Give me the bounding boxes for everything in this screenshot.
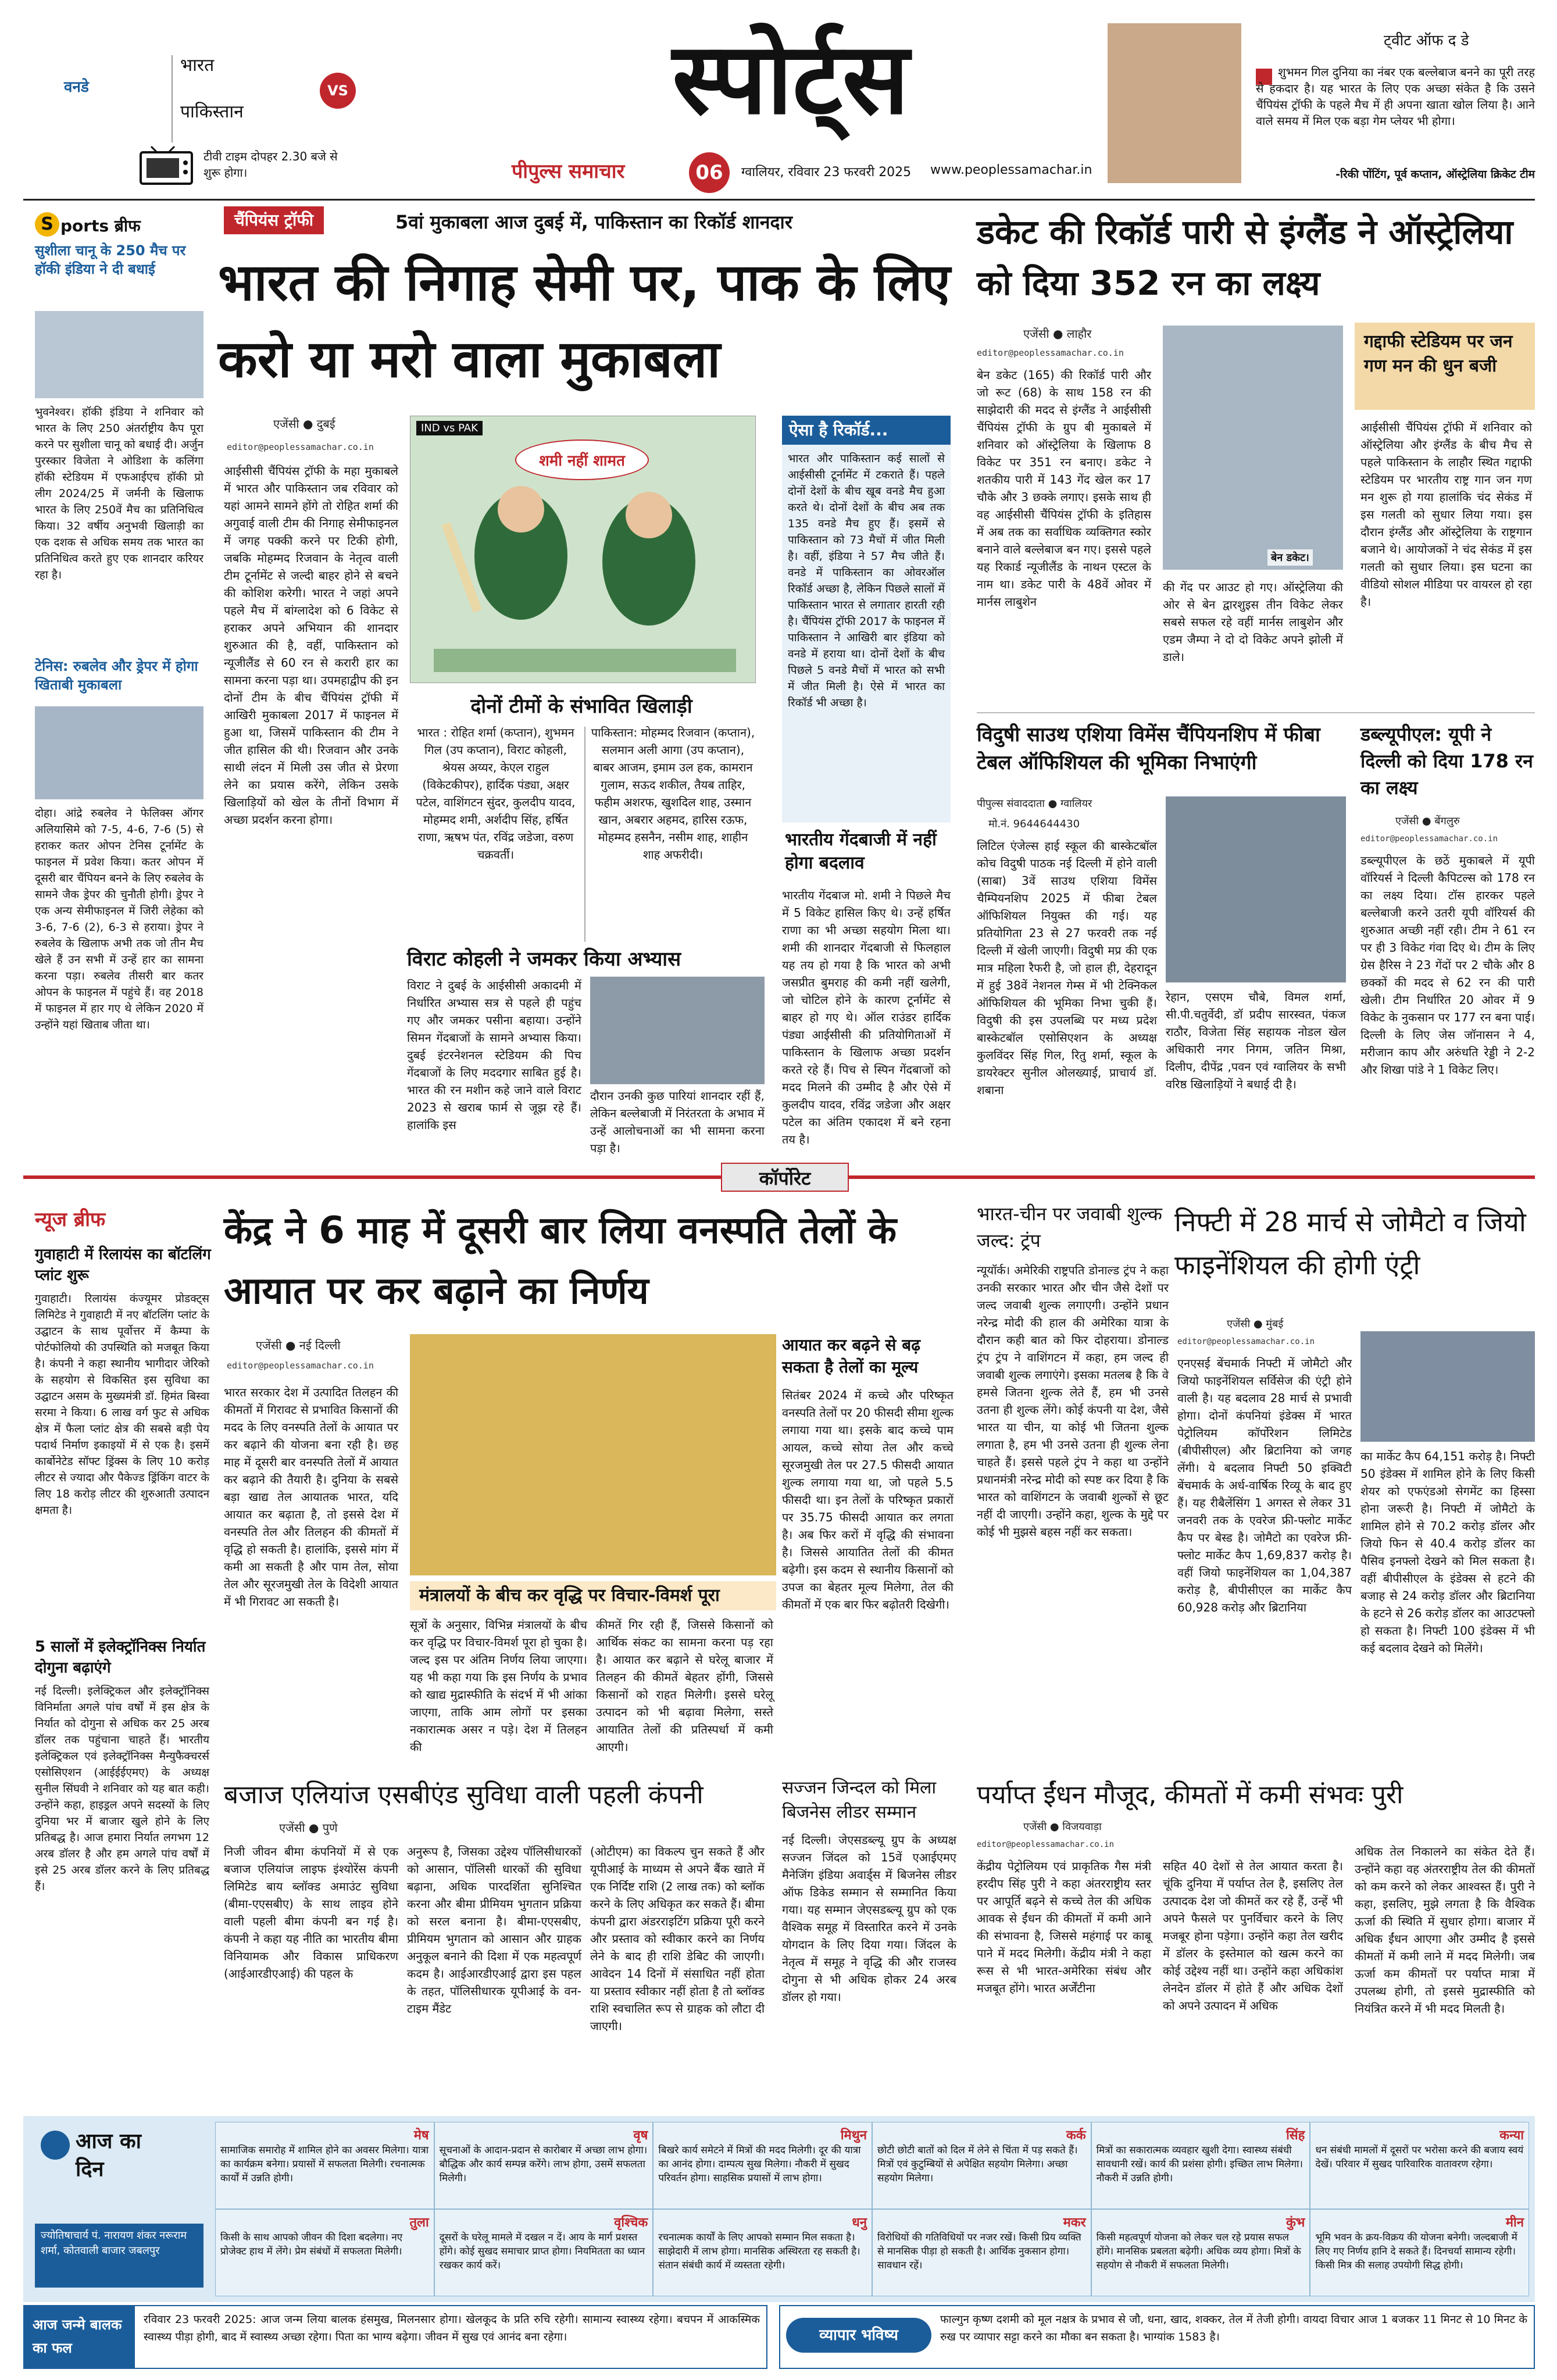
- business-label: व्यापार भविष्य: [786, 2318, 931, 2353]
- zodiac-sign-text: विरोधियों की गतिविधियों पर नजर रखें। किसी प्रिय व्यक्ति से मानसिक पीड़ा हो सकती है। आर्थिक नुकसान होगा। सावधान रहें।: [877, 2232, 1081, 2271]
- nse-photo: [1360, 1331, 1535, 1442]
- match-teams-divider: [172, 55, 173, 142]
- nifty-byline: एजेंसी ● मुंबई: [1227, 1318, 1284, 1330]
- dateline: ग्वालियर, रविवार 23 फरवरी 2025: [741, 165, 912, 180]
- bajaj-col3: (ओटीएम) का विकल्प चुन सकते हैं और यूपीआई के माध्यम से अपने बैंक खाते में एक निर्दिष्ट राशि (2 लाख तक) को ब्लॉक करने के लिए अधिकृत कर सकते हैं। बीमा कंपनी द्वारा अंडरराइटिंग प्रक्रिया पूरी करने और प्रस्ताव को स्वीकार करने का निर्णय लेने के बाद ही राशि डेबिट की जाएगी। आवेदन 14 दिनों में संसाधित नहीं होता या प्रस्ताव स्वीकार नहीं होता है तो ब्लॉक्ड राशि स्वचालित रूप से ग्राहक को लौटा दी जाएगी।: [590, 1845, 765, 2033]
- brief-tennis-headline: टेनिस: रुबलेव और ड्रेपर में होगा खिताबी मुकाबला: [35, 658, 198, 693]
- vs-badge: VS: [320, 73, 356, 109]
- trump-headline: भारत-चीन पर जवाबी शुल्क जल्द: ट्रंप: [977, 1203, 1162, 1252]
- zodiac-sign-text: रचनात्मक कार्यों के लिए आपको सम्मान मिल सकता है। साझेदारी में लाभ होगा। मानसिक अस्थिरता रह सकती है। संतान संबंधी कार्य में व्यस्तता रहेगी।: [658, 2232, 860, 2271]
- zodiac-cell: [434, 2122, 653, 2209]
- gaddafi-headline: गद्दाफी स्टेडियम पर जन गण मन की धुन बजी: [1355, 323, 1535, 410]
- brief-tennis-body: दोहा। आंद्रे रुबलेव ने फेलिक्स ऑगर अलियासिमे को 7-5, 4-6, 7-6 (5) से हराकर कतर ओपन टेनिस टूर्नामेंट के फाइनल में प्रवेश किया। कतर ओपन में दूसरी बार चैंपियन बनने के लिए रुबलेव के सामने जैक ड्रेपर की चुनौती होगी। ड्रेपर ने एक अन्य सेमीफाइनल में जिरी लेहेका को 3-6, 7-6 (2), 6-3 से हराया। ड्रेपर ने रुबलेव के खिलाफ अभी तक जो तीन मैच खेले हैं उन सभी में उन्हें हार का सामना करना पड़ा। रुबलेव तीसरी बार कतर ओपन के फाइनल में पहुंचे हैं। वह 2018 में फाइनल में हार गए थे लेकिन 2020 में उन्होंने यहां खिताब जीता था।: [35, 807, 203, 1031]
- business-forecast: [779, 2305, 1535, 2369]
- zodiac-cell: [872, 2209, 1091, 2296]
- gaddafi-body: आईसीसी चैंपियंस ट्रॉफी में शनिवार को ऑस्ट्रेलिया और इंग्लैंड के बीच मैच से पहले पाकिस्तान के लाहौर स्थित गद्दाफी स्टेडियम पर भारतीय राष्ट्र गान जन गण मन शुरू हो गया हालांकि चंद सेकंड में इस गलती को सुधार लिया गया। इस दौरान इंग्लैंड और ऑस्ट्रेलिया के राष्ट्रगान बजाने थे। आयोजकों ने चंद सेकंड में इस गलती को सुधार लिया। इस घटना का वीडियो सोशल मीडिया पर वायरल हो रहा है।: [1360, 420, 1532, 609]
- paper-name: पीपुल्स समाचार: [512, 160, 625, 183]
- zodiac-sign-text: दूसरों के घरेलू मामले में दखल न दें। आय के मार्ग प्रशस्त होंगे। कोई सुखद समाचार प्राप्त होगा। नियमितता का ध्यान रखकर कार्य करें।: [439, 2232, 645, 2271]
- vanaspati-byline: एजेंसी ● नई दिल्ली: [256, 1338, 341, 1352]
- match-format: वनडे: [64, 78, 89, 96]
- page-title: स्पोर्ट्स: [672, 20, 909, 137]
- duckett-col1: बेन डकेट (165) की रिकॉर्ड पारी और जो रूट (68) के साथ 158 रन की साझेदारी की मदद से इंग्लैंड ने आईसीसी चैंपियंस ट्रॉफी के ग्रुप बी मुकाबले में शनिवार को ऑस्ट्रेलिया के खिलाफ 8 विकेट पर 351 रन बनाए। डकेट ने शतकीय पारी में 143 गेंद खेल कर 17 चौके और 3 छक्के लगाए। इसके साथ ही वह आईसीसी चैंपियंस ट्रॉफी के इतिहास में अब तक का सर्वाधिक व्यक्तिगत स्कोर बनाने वाले बल्लेबाज बन गए। इससे पहले यह रिकार्ड न्यूजीलैंड के नाथन एस्टल के नाम था। डकेट पारी के 48वें ओवर में मार्नस लाबुशेन: [977, 368, 1151, 609]
- zodiac-sign-name: वृश्चिक: [614, 2215, 648, 2230]
- cartoon-drawing: [434, 486, 736, 672]
- wpl-byline: एजेंसी ● बेंगलुरु: [1395, 815, 1460, 827]
- wpl-email: editor@peoplessamachar.co.in: [1360, 834, 1498, 844]
- born-today: [23, 2305, 767, 2369]
- sports-brief: [23, 206, 203, 1154]
- corporate-label: कॉर्पोरेट: [721, 1163, 849, 1192]
- ministries-headline: मंत्रालयों के बीच कर वृद्धि पर विचार-विमर्श पूरा: [410, 1581, 776, 1610]
- duckett-rule: [977, 712, 1535, 713]
- reliance-body: गुवाहाटी। रिलायंस कंज्यूमर प्रोडक्ट्स लिमिटेड ने गुवाहाटी में नए बॉटलिंग प्लांट के उद्घाटन के साथ पूर्वोत्तर में कैम्पा के पोर्टफोलियो की उपस्थिति को मजबूत किया है। कंपनी ने कहा स्थानीय भागीदार जेरिको के सहयोग से विकसित इस सुविधा का उद्घाटन असम के मुख्यमंत्री डॉ. हिमंत बिस्वा सरमा ने किया। 6 लाख वर्ग फुट से अधिक क्षेत्र में फैला प्लांट क्षेत्र की सबसे बड़ी पेय पदार्थ निर्माण इकाइयों में से एक है। इसमें कार्बोनेटेड सॉफ्ट ड्रिंक्स के लिए 10 करोड़ लीटर से ज्यादा और पैकेज्ड ड्रिंकिंग वाटर के लिए 18 करोड़ लीटर की शुरुआती उत्पादन क्षमता है।: [35, 1292, 209, 1517]
- zodiac-sign-text: धन संबंधी मामलों में दूसरों पर भरोसा करने की बजाय स्वयं देखें। परिवार में सुखद पारिवारिक वातावरण रहेगा।: [1315, 2145, 1524, 2170]
- vidushi-headline: विदुषी साउथ एशिया विमेंस चैंपियनशिप में फीबा टेबल ऑफिशियल की भूमिका निभाएंगी: [977, 723, 1320, 774]
- zodiac-sign-name: तुला: [409, 2215, 429, 2230]
- fuel-headline: पर्याप्त ईंधन मौजूद, कीमतों में कमी संभवः पुरी: [977, 1780, 1404, 1810]
- zodiac-cell: [872, 2122, 1091, 2209]
- nifty-col2: का मार्केट कैप 64,151 करोड़ है। निफ्टी 50 इंडेक्स में शामिल होने के लिए किसी शेयर को एफएंडओ सेगमेंट का हिस्सा होना जरूरी है। निफ्टी में जोमैटो के शामिल होने से 70.2 करोड़ डॉलर और जियो फिन से 40.4 करोड़ डॉलर का पैसिव इनफ्लो देखने को मिल सकता है। वहीं बीपीसीएल के इंडेक्स से हटने की बजाह से 24 करोड़ डॉलर और ब्रिटानिया के हटने से 26 करोड़ डॉलर का आउटफ्लो हो सकता है। निफ्टी 100 इंडेक्स में भी कई बदलाव देखने को मिलेंगे।: [1360, 1449, 1535, 1655]
- zodiac-sign-name: वृष: [633, 2128, 648, 2143]
- tweet-author: -रिकी पोंटिंग, पूर्व कप्तान, ऑस्ट्रेलिया क्रिकेट टीम: [1335, 168, 1535, 181]
- zodiac-cell: [1091, 2122, 1310, 2209]
- horoscope-icon: [41, 2131, 70, 2160]
- wpl-headline: डब्ल्यूपीएल: यूपी ने दिल्ली को दिया 178 रन का लक्ष्य: [1360, 723, 1533, 799]
- zodiac-sign-text: सामाजिक समारोह में शामिल होने का अवसर मिलेगा। यात्रा का कार्यक्रम बनेगा। प्रयासों में सफलता मिलेगी। रचनात्मक कार्यों में उन्नति होगी।: [220, 2145, 429, 2184]
- fuel-col2: सहित 40 देशों से तेल आयात करता है। चूंकि दुनिया में पर्याप्त तेल है, इसलिए तेल उत्पादक देश जो कीमतें कर रहे हैं, उन्हें भी अपने फैसले पर पुनर्विचार करने के लिए मजबूर होना पड़ेगा। उन्होंने कहा तेल खरीद में डॉलर के इस्तेमाल को खत्म करने का कोई उद्देश्य नहीं था। उन्होंने कहा अधिकांश लेनदेन डॉलर में होते हैं और अधिक देशों को अपने उत्पादन में अधिक: [1163, 1859, 1343, 2013]
- team-india: भारत: [180, 55, 215, 76]
- tv-time: टीवी टाइम दोपहर 2.30 बजे से शुरू होगा।: [203, 149, 338, 180]
- oil-price-box: [782, 1334, 954, 1698]
- zodiac-sign-name: मकर: [1063, 2215, 1086, 2230]
- match-promo: [35, 17, 360, 198]
- masthead-bar: [512, 150, 1093, 196]
- masthead-rule: [23, 199, 1535, 201]
- zodiac-sign-name: धनु: [852, 2215, 867, 2230]
- sports-brief-s-badge: S: [35, 212, 59, 237]
- duckett-email: editor@peoplessamachar.co.in: [977, 348, 1124, 358]
- gaddafi-box: [1355, 323, 1535, 709]
- reliance-headline: गुवाहाटी में रिलायंस का बॉटलिंग प्लांट शुरू: [35, 1246, 211, 1284]
- zodiac-sign-name: मीन: [1505, 2215, 1524, 2230]
- vanaspati-col1: भारत सरकार देश में उत्पादित तिलहन की कीमतों में गिरावट से प्रभावित किसानों की मदद के लिए वनस्पति तेलों के आयात पर कर बढ़ाने की योजना बना रही है। छह माह में दूसरी बार वनस्पति तेलों में आयात कर बढ़ाने की तैयारी है। दुनिया के सबसे बड़ा खाद्य तेल आयातक भारत, यदि आयात कर बढ़ाता है, तो इससे देश में वनस्पति तेल और तिलहन की कीमतों में वृद्धि हो सकती है। हालांकि, इससे मांग में कमी आ सकती है और पाम तेल, सोया तेल और सूरजमुखी तेल के विदेशी आयात में भी गिरावट आ सकती है।: [224, 1385, 398, 1609]
- vidushi-byline: पीपुल्स संवाददाता ● ग्वालियर: [977, 798, 1092, 810]
- champions-trophy-tag: चैंपियंस ट्रॉफी: [224, 206, 324, 234]
- news-brief-label: न्यूज ब्रीफ: [35, 1208, 106, 1231]
- bajaj-col2: अनुरूप है, जिसका उद्देश्य पॉलिसीधारकों को आसान, पॉलिसी धारकों की सुविधा बढ़ाना, अधिक पारदर्शिता सुनिश्चित करना और बीमा प्रीमियम भुगतान प्रक्रिया को सरल बनाना है। बीमा-एएसबीए, प्रीमियम भुगतान को आसान और ग्राहक अनुकूल बनाने की दिशा में एक महत्वपूर्ण कदम है। आईआरडीएआई द्वारा इस पहल के तहत, पॉलिसीधारक यूपीआई के वन-टाइम मैंडेट: [407, 1845, 581, 2016]
- zodiac-cell: [653, 2209, 872, 2296]
- team-pakistan: पाकिस्तान: [180, 102, 244, 122]
- bajaj-col1: निजी जीवन बीमा कंपनियों में से एक बजाज एलियांज लाइफ इंश्योरेंस कंपनी लिमिटेड बाय ब्लॉक्ड अमाउंट सुविधा (बीमा-एएसबीए) के साथ लाइव होने वाली पहली बीमा कंपनी बन गई है। कंपनी ने कहा यह नीति का भारतीय बीमा विनियामक और विकास प्राधिकरण (आईआरडीएआई) की पहल के: [224, 1845, 398, 1981]
- zodiac-sign-name: कुंभ: [1285, 2215, 1305, 2230]
- zodiac-sign-text: भूमि भवन के क्रय-विक्रय की योजना बनेगी। जल्दबाजी में लिए गए निर्णय हानि दे सकते हैं। दिनचर्या सामान्य रहेगी। किसी मित्र की सलाह उपयोगी सिद्ध होगी।: [1315, 2232, 1517, 2271]
- champions-kicker: 5वां मुकाबला आज दुबई में, पाकिस्तान का रिकॉर्ड शानदार: [395, 211, 792, 233]
- zodiac-sign-text: सूचनाओं के आदान-प्रदान से कारोबार में अच्छा लाभ होगा। बौद्धिक और कार्य सम्पन्न करेंगे। लाभ होगा, उसमें सफलता मिलेगी।: [439, 2145, 648, 2184]
- record-body: भारत और पाकिस्तान कई सालों से आईसीसी टूर्नामेंट में टकराते हैं। पहले दोनों देशों के बीच खूब वनडे मैच हुआ करते थे। दोनों देशों के बीच अब तक 135 वनडे मैच हुए हैं। इसमें से पाकिस्तान को 73 मैचों में जीत मिली है। वहीं, इंडिया ने 57 मैच जीते हैं। वनडे में पाकिस्तान का ओवरऑल रिकॉर्ड अच्छा है, लेकिन पिछले सालों में पाकिस्तान भारत से लगातार हारती रही है। चैंपियंस ट्रॉफी 2017 के फाइनल में पाकिस्तान ने आखिरी बार इंडिया को वनडे में हराया था। दोनों देशों के बीच पिछले 5 वनडे मैचों में भारत को सभी में जीत मिली है। ऐसे में भारत का रिकॉर्ड भी अच्छा है।: [788, 452, 945, 709]
- nifty-col1: एनएसई बेंचमार्क निफ्टी में जोमैटो और जियो फाइनेंशियल सर्विसेज की एंट्री होने वाली है। यह बदलाव 28 मार्च से प्रभावी होगा। दोनों कंपनियां इंडेक्स में भारत पेट्रोलियम कॉर्पोरेशन लिमिटेड (बीपीसीएल) और ब्रिटानिया को जगह लेंगी। ये बदलाव निफ्टी 50 इक्विटी बेंचमार्क के अर्ध-वार्षिक रिव्यू के बाद हुए हैं। यह रीबैलेंसिंग 1 अगस्त से लेकर 31 जनवरी तक के एवरेज फ्री-फ्लोट मार्केट कैप पर बेस्ड है। जोमैटो का एवरेज फ्री-फ्लोट मार्केट कैप 1,69,837 करोड़ है। वहीं जियो फाइनेंशियल का 1,04,387 करोड़ है, बीपीसीएल का मार्केट कैप 60,928 करोड़ और ब्रिटानिया: [1177, 1356, 1352, 1614]
- pak-xi: पाकिस्तान: मोहम्मद रिजवान (कप्तान), सलमान अली आगा (उप कप्तान), बाबर आजम, इमाम उल हक, कामरान गुलाम, सऊद शकील, तैयब ताहिर, फहीम अशरफ, खुशदिल शाह, उस्मान खान, अबरार अहमद, हारिस रऊफ, मोहम्मद हसनैन, नसीम शाह, शाहीन शाह अफरीदी।: [591, 726, 755, 862]
- zodiac-cell: [653, 2122, 872, 2209]
- oil-price-body: सितंबर 2024 में कच्चे और परिष्कृत वनस्पति तेलों पर 20 फीसदी सीमा शुल्क लगाया गया था। इसके बाद कच्चे पाम आयल, कच्चे सोया तेल और कच्चे सूरजमुखी तेल पर 27.5 फीसदी आयात शुल्क लगाया गया था, जो पहले 5.5 फीसदी था। इन तेलों के परिष्कृत प्रकारों पर 35.75 फीसदी आयात कर लगता है। अब फिर करों में वृद्धि की संभावना है। जिससे आयातित तेलों की कीमत बढ़ेगी। इस कदम से स्थानीय किसानों को उपज का बेहतर मूल्य मिलेगा, तेल की कीमतों में एक बार फिर बढ़ोतरी दिखेगी।: [782, 1388, 954, 1611]
- zodiac-cell: [1091, 2209, 1310, 2296]
- horoscope-panel: [23, 2116, 1535, 2302]
- lead-col1: आईसीसी चैंपियंस ट्रॉफी के महा मुकाबले में भारत और पाकिस्तान जब रविवार को यहां आमने सामने होंगे तो रोहित शर्मा की अगुवाई वाली टीम की निगाह सेमीफाइनल में जगह पक्की करने पर टिकी होगी, जबकि मोहम्मद रिजवान के नेतृत्व वाली टीम टूर्नामेंट से जल्दी बाहर होने से बचने की कोशिश करेगी। भारत ने जहां अपने पहले मैच में बांग्लादेश को 6 विकेट से हराकर अपने अभियान की शानदार शुरुआत की है, वहीं, पाकिस्तान को न्यूजीलैंड से 60 रन से करारी हार का सामना करना पड़ा था। उपमहाद्वीप की इन दोनों टीम के बीच चैंपियंस ट्रॉफी में आखिरी मुकाबला 2017 में फाइनल में हुआ था, जिसमें पाकिस्तान की टीम ने जीत हासिल की थी। रिजवान और उनके साथी लंदन में मिली उस जीत से प्रेरणा लेने का प्रयास करेंगे, लेकिन उसके खिलाड़ियों को खेल के तीनों विभाग में अच्छा प्रदर्शन करना होगा।: [224, 464, 398, 827]
- corporate-section-bar: [23, 1163, 1535, 1192]
- electronics-body: नई दिल्ली। इलेक्ट्रिकल और इलेक्ट्रॉनिक्स विनिर्माता अगले पांच वर्षों में इस क्षेत्र के निर्यात को दोगुना से अधिक कर 25 अरब डॉलर तक पहुंचाना चाहते हैं। भारतीय इलेक्ट्रिकल एवं इलेक्ट्रॉनिक्स मैन्युफैक्चरर्स एसोसिएशन (आईईईएमए) के अध्यक्ष सुनील सिंघवी ने शनिवार को यह बात कही। उन्होंने कहा, हाइड्रल अपने सदस्यों के लिए दुनिया भर में बाजार खुले होने के लिए प्रतिबद्ध है। आज हमारा निर्यात लगभग 12 अरब डॉलर है और हम अगले पांच वर्षों में इसे 25 अरब डॉलर करने के लिए प्रतिबद्ध हैं।: [35, 1685, 209, 1893]
- tv-icon: [140, 146, 195, 186]
- zodiac-sign-name: कन्या: [1499, 2128, 1524, 2143]
- fuel-email: editor@peoplessamachar.co.in: [977, 1840, 1115, 1849]
- nifty-email: editor@peoplessamachar.co.in: [1177, 1337, 1315, 1346]
- zodiac-sign-text: किसी महत्वपूर्ण योजना को लेकर चल रहे प्रयास सफल होंगे। मानसिक प्रबलता बढ़ेगी। अधिक व्यय होगा। मित्रों के सहयोग से नौकरी में सफलता मिलेगी।: [1096, 2232, 1301, 2271]
- zodiac-sign-text: किसी के साथ आपको जीवन की दिशा बदलेगा। नए प्रोजेक्ट हाथ में लेंगे। प्रेम संबंधों में सफलता मिलेगी।: [220, 2232, 403, 2257]
- sushila-photo: [35, 311, 203, 398]
- zodiac-sign-text: छोटी छोटी बातों को दिल में लेने से चिंता में पड़ सकते हैं। मित्रों एवं कुटुम्बियों से अपेक्षित सहयोग मिलेगा। अच्छा सहयोग मिलेगा।: [877, 2145, 1078, 2184]
- sports-brief-label: ports ब्रीफ: [60, 216, 141, 235]
- zodiac-sign-name: मेष: [413, 2128, 429, 2143]
- wpl-body: डब्ल्यूपीएल के छठें मुकाबले में यूपी वॉरियर्स ने दिल्ली कैपिटल्स को 178 रन का लक्ष्य दिया। टॉस हारकर पहले बल्लेबाजी करने उतरी यूपी वॉरियर्स की शुरुआत अच्छी नहीं रही। टीम ने 61 रन पर ही 3 विकेट गंवा दिए थे। टीम के लिए ग्रेस हैरिस ने 23 गेंदों पर 2 चौके और 8 छक्कों की मदद से 62 रन की पारी खेली। टीम निर्धारित 20 ओवर में 9 विकेट के नुकसान पर 177 रन बना पाई। दिल्ली के लिए जेस जॉनासन ने 4, मरीजान काप और अरुंधति रेड्डी ने 2-2 और शिखा पांडे ने 1 विकेट लिए।: [1360, 853, 1535, 1077]
- cartoon-tag: IND vs PAK: [416, 421, 483, 435]
- cartoon-panel: [410, 416, 756, 683]
- brief-hockey-body: भुवनेश्वर। हॉकी इंडिया ने शनिवार को भारत के लिए 250 अंतर्राष्ट्रीय कैप पूरा करने पर सुशीला चानू को बधाई दी। अर्जुन पुरस्कार विजेता ने ओडिशा के कलिंगा हॉकी स्टेडियम में एफआईएच हॉकी प्रो लीग 2024/25 में जर्मनी के खिलाफ भारत के लिए 250वें मैच का प्रतिनिधित्व किया। 32 वर्षीय अनुभवी खिलाड़ी का एक दशक से अधिक समय तक भारत का प्रतिनिधित्व करते हुए एक शानदार करियर रहा है।: [35, 406, 203, 581]
- electronics-headline: 5 सालों में इलेक्ट्रॉनिक्स निर्यात दोगुना बढ़ाएंगे: [35, 1638, 206, 1677]
- horoscope-title-box: [35, 2122, 209, 2296]
- trump-body: न्यूयॉर्क। अमेरिकी राष्ट्रपति डोनाल्ड ट्रंप ने कहा उनकी सरकार भारत और चीन जैसे देशों पर जल्द जवाबी शुल्क लगाएगी। उन्होंने प्रधान नरेन्द्र मोदी की हाल की अमेरिका यात्रा के दौरान कही बात को फिर दोहराया। डोनाल्ड ट्रंप ट्रंप ने वाशिंगटन में कहा, हम जल्द ही जवाबी शुल्क लगाएंगे। इसका मतलब है कि वे हमसे जितना शुल्क लेते हैं, हम भी उनसे उतना ही शुल्क लेंगे। कोई कंपनी या देश, जैसे भारत या चीन, या कोई भी जितना शुल्क लगाता है, हम भी उनसे उतना ही शुल्क लेना चाहते हैं। इससे पहले ट्रंप ने कहा था उन्होंने प्रधानमंत्री नरेन्द्र मोदी को स्पष्ट कर दिया है कि भारत को वाशिंगटन के जवाबी शुल्कों से छूट नहीं दी जाएगी। उन्होंने कहा, शुल्क के मुद्दे पर कोई भी मुझसे बहस नहीं कर सकता।: [977, 1263, 1169, 1539]
- born-label: आज जन्मे बालक का फल: [24, 2306, 135, 2368]
- probable-title: दोनों टीमों के संभावित खिलाड़ी: [470, 695, 692, 718]
- ponting-photo: [1108, 23, 1241, 183]
- vidushi-photo: [1166, 796, 1346, 982]
- india-xi: भारत : रोहित शर्मा (कप्तान), शुभमन गिल (उप कप्तान), विराट कोहली, श्रेयस अय्यर, केएल राहुल (विकेटकीपर), हार्दिक पंड्या, अक्षर पटेल, वाशिंगटन सुंदर, कुलदीप यादव, मोहम्मद शमी, अर्शदीप सिंह, हर्षित राणा, ऋषभ पंत, रविंद्र जडेजा, वरुण चक्रवर्ती।: [416, 726, 576, 862]
- fuel-col3: अधिक तेल निकालने का संकेत देते हैं। उन्होंने कहा वह अंतरराष्ट्रीय तेल की कीमतों को कम करने को लेकर आश्वस्त हैं। पुरी ने कहा, इसलिए, मुझे लगता है कि वैश्विक ऊर्जा की स्थिति में सुधार होगा। बाजार में अधिक ईंधन आएगा और उम्मीद है इससे कीमतों में कमी लाने में मदद मिलेगी। जब ऊर्जा कम कीमतों पर पर्याप्त मात्रा में उपलब्ध होगी, तो इससे मुद्रास्फीति को नियंत्रित करने में भी मदद मिलती है।: [1355, 1845, 1535, 2016]
- brief-hockey-headline: सुशीला चानू के 250 मैच पर हॉकी इंडिया ने दी बधाई: [35, 242, 186, 277]
- duckett-photo: [1163, 326, 1343, 570]
- sajjan-body: नई दिल्ली। जेएसडब्ल्यू ग्रुप के अध्यक्ष सज्जन जिंदल को 15वें एआईएमए मैनेजिंग इंडिया अवार्ड्स में बिजनेस लीडर ऑफ डिकेड सम्मान से सम्मानित किया गया। यह सम्मान जेएसडब्ल्यू ग्रुप को एक वैश्विक समूह में विस्तारित करने में उनके योगदान के लिए दिया गया। जिंदल के नेतृत्व में समूह ने वृद्धि की और राजस्व दोगुना से भी अधिक होकर 24 अरब डॉलर हो गया।: [782, 1833, 956, 2004]
- zodiac-cell: [1310, 2122, 1529, 2209]
- ministries-col2: कीमतें गिर रही हैं, जिससे किसानों को आर्थिक संकट का सामना करना पड़ रहा है। आयात कर बढ़ाने से घरेलू बाजार में तिलहन की कीमतें बेहतर होंगी, जिससे किसानों को राहत मिलेगी। इससे घरेलू उत्पादन को भी बढ़ावा मिलेगा, सस्ते आयातित तेलों की प्रतिस्पर्धा में कमी आएगी।: [596, 1618, 773, 1754]
- ministries-col1: सूत्रों के अनुसार, विभिन्न मंत्रालयों के बीच कर वृद्धि पर विचार-विमर्श पूरा हो चुका है। जल्द इस पर अंतिम निर्णय लिया जाएगा। यह भी कहा गया कि इस निर्णय के प्रभाव को खाद्य मुद्रास्फीति के संदर्भ में भी आंका जाएगा, ताकि आम लोगों पर इसका नकारात्मक असर न पड़े। देश में तिलहन की: [410, 1618, 587, 1754]
- zodiac-cell: [215, 2209, 434, 2296]
- record-title: ऐसा है रिकॉर्ड...: [782, 416, 951, 445]
- sajjan-headline: सज्जन जिन्दल को मिला बिजनेस लीडर सम्मान: [782, 1778, 937, 1822]
- vidushi-col1: लिटिल एंजेल्स हाई स्कूल की बास्केटबॉल कोच विदुषी पाठक नई दिल्ली में होने वाली (साबा) 3वें साउथ एशिया विमेंस चैम्पियनशिप 2025 में फीबा टेबल ऑफिशियल नियुक्त की गई। यह प्रतियोगिता 23 से 27 फरवरी तक नई दिल्ली में खेली जाएगी। विदुषी मप्र की एक मात्र महिला रैफरी है, जो हाल ही, देहरादून में हुई 38वें नेशनल गेम्स में भी टेक्निकल ऑफिशियल की भूमिका निभा चुकी हैं। विदुषी की इस उपलब्धि पर मध्य प्रदेश बास्केटबॉल एसोसिएशन के अध्यक्ष कुलविंदर सिंह गिल, रितु शर्मा, स्कूल के डायरेक्टर सुनील ओलख्याई, प्राचार्य डॉ. शबाना: [977, 839, 1157, 1097]
- vanaspati-headline: केंद्र ने 6 माह में दूसरी बार लिया वनस्पति तेलों के आयात पर कर बढ़ाने का निर्णय: [224, 1209, 897, 1313]
- astrologer-name: ज्योतिषाचार्य पं. नारायण शंकर नरूराम शर्मा, कोतवाली बाजार जबलपुर: [35, 2224, 203, 2288]
- vanaspati-email: editor@peoplessamachar.co.in: [227, 1360, 374, 1371]
- zodiac-cell: [434, 2209, 653, 2296]
- bajaj-headline: बजाज एलियांज एसबीएंड सुविधा वाली पहली कंपनी: [224, 1780, 703, 1810]
- lead-headline: भारत की निगाह सेमी पर, पाक के लिए करो या मरो वाला मुकाबला: [218, 252, 951, 389]
- nifty-headline: निफ्टी में 28 मार्च से जोमैटो व जियो फाइनेंशियल की होगी एंट्री: [1174, 1206, 1526, 1281]
- kohli-headline: विराट कोहली ने जमकर किया अभ्यास: [407, 948, 681, 971]
- news-brief: [23, 1200, 212, 1893]
- duckett-col2: की गेंद पर आउट हो गए। ऑस्ट्रेलिया की ओर से बेन द्वारशुइस तीन विकेट लेकर सबसे सफल रहे वहीं मार्नस लाबुशेन और एडम जैम्पा ने दो दो विकेट अपने झोली में डाले।: [1163, 580, 1343, 664]
- tweet-label: ट्वीट ऑफ द डे: [1384, 32, 1469, 49]
- zodiac-sign-text: बिखरे कार्य समेटने में मित्रों की मदद मिलेगी। दूर की यात्रा का आनंद होगा। दाम्पत्य सुख मिलेगा। नौकरी में सुखद परिवर्तन होगा। साहसिक प्रयासों में लाभ होगा।: [658, 2145, 861, 2184]
- kohli-caption: दौरान उनकी कुछ पारियां शानदार रहीं हैं, लेकिन बल्लेबाजी में निरंतरता के अभाव में उन्हें आलोचनाओं का भी सामना करना पड़ा है।: [590, 1089, 765, 1155]
- fuel-col1: केंद्रीय पेट्रोलियम एवं प्राकृतिक गैस मंत्री हरदीप सिंह पुरी ने कहा अंतरराष्ट्रीय स्तर पर आपूर्ति बढ़ने से कच्चे तेल की अधिक आवक से ईंधन की कीमतों में कमी आने की संभावना है, जिससे महंगाई पर काबू पाने में मदद मिलेगी। केंद्रीय मंत्री ने कहा रूस से भी भारत-अमेरिका संबंध और मजबूत होंगे। भारत अर्जेंटीना: [977, 1859, 1151, 1995]
- oil-price-headline: आयात कर बढ़ने से बढ़ सकता है तेलों का मूल्य: [782, 1335, 920, 1377]
- lead-email: editor@peoplessamachar.co.in: [227, 442, 374, 452]
- lead-byline: एजेंसी ● दुबई: [273, 417, 335, 431]
- duckett-byline: एजेंसी ● लाहौर: [1023, 327, 1092, 341]
- vidushi-col2: रेहान, एसएम चौबे, विमल शर्मा, सी.पी.चतुर्वेदी, डॉ प्रदीप सारस्वत, पंकज राठौर, विजेता सिंह सहायक नोडल खेल अधिकारी नगर निगम, जतिन मिश्रा, दिलीप, दीपेंद्र ,पवन एवं ग्वालियर के सभी वरिष्ठ खिलाड़ियों ने बधाई दी है।: [1166, 990, 1346, 1091]
- cartoon-speech: शमी नहीं शामत: [515, 439, 649, 480]
- vidushi-mobile: मो.नं. 9644644430: [988, 818, 1080, 830]
- business-text: फाल्गुन कृष्ण दशमी को मूल नक्षत्र के प्रभाव से जौ, धना, खाद, शक्कर, तेल में तेजी होगी। वायदा विचार आज 1 बजकर 11 मिनट से 10 मिनट के रुख पर व्यापार सट्टा करने का मौका बन सकता है। भाग्यांक 1583 है।: [940, 2313, 1527, 2343]
- zodiac-cell: [215, 2122, 434, 2209]
- xi-divider: [584, 727, 585, 942]
- fuel-byline: एजेंसी ● विजयवाड़ा: [1023, 1821, 1102, 1833]
- kohli-photo: [590, 977, 765, 1084]
- kohli-body: विराट ने दुबई के आईसीसी अकादमी में निर्धारित अभ्यास सत्र से पहले ही पहुंच गए और जमकर पसीना बहाया। उन्होंने सिमन गेंदबाजों के सामने अभ्यास किया। दुबई इंटरनेशनल स्टेडियम की पिच गेंदबाजों के लिए मददगार साबित हुई है। भारत की रन मशीन कहे जाने वाले विराट 2023 से खराब फार्म से जूझ रहे हैं। हालांकि इस: [407, 978, 581, 1132]
- bajaj-byline: एजेंसी ● पुणे: [279, 1821, 338, 1835]
- zodiac-sign-name: मिथुन: [840, 2128, 867, 2143]
- page-number: 06: [689, 152, 730, 193]
- tennis-photo: [35, 706, 203, 799]
- bowling-headline: भारतीय गेंदबाजी में नहीं होगा बदलाव: [785, 830, 937, 873]
- website-link[interactable]: www.peoplessamachar.in: [930, 163, 1092, 177]
- tweet-text: शुभमन गिल दुनिया का नंबर एक बल्लेबाज बनने का पूरी तरह से हकदार है। यह भारत के लिए एक अच्छा संकेत है कि उसने चैंपियंस ट्रॉफी के पहले मैच में ही अपना खाता खोल लिया है। आने वाले समय में मिल एक बड़ा गेम प्लेयर भी होगा।: [1256, 65, 1535, 128]
- horoscope-title: आज का दिन: [76, 2129, 142, 2181]
- zodiac-cell: [1310, 2209, 1529, 2296]
- zodiac-sign-name: सिंह: [1286, 2128, 1305, 2143]
- duckett-headline: डकेट की रिकॉर्ड पारी से इंग्लैंड ने ऑस्ट्रेलिया को दिया 352 रन का लक्ष्य: [977, 212, 1513, 303]
- duckett-photo-caption: बेन डकेट।: [1267, 549, 1313, 566]
- record-box: [782, 416, 951, 823]
- zodiac-sign-text: मित्रों का सकारात्मक व्यवहार खुशी देगा। स्वास्थ्य संबंधी सावधानी रखें। कार्य की प्रशंसा होगी। इच्छित लाभ मिलेगा। नौकरी में उन्नति होगी।: [1096, 2145, 1303, 2184]
- born-text: रविवार 23 फरवरी 2025: आज जन्म लिया बालक हंसमुख, मिलनसार होगा। खेलकूद के प्रति रुचि रहेगी। सामान्य स्वास्थ्य रहेगा। बचपन में आकस्मिक स्वास्थ्य पीड़ा होगी, बाद में स्वास्थ्य अच्छा रहेगा। पिता का भाग्य बढ़ेगा। जीवन में सुख एवं आनंद बना रहेगा।: [144, 2313, 760, 2343]
- zodiac-sign-name: कर्क: [1066, 2128, 1086, 2143]
- bowling-body: भारतीय गेंदबाज मो. शमी ने पिछले मैच में 5 विकेट हासिल किए थे। उन्हें हर्षित राणा का भी अच्छा सहयोग मिला था। शमी की शानदार गेंदबाजी से फिलहाल यह तय हो गया है कि भारत को अभी जसप्रीत बुमराह की कमी नहीं खलेगी, जो चोटिल होने के कारण टूर्नामेंट से बाहर हो गए थे। ऑल राउंडर हार्दिक पंड्या आईसीसी की प्रतियोगिताओं में पाकिस्तान के खिलाफ अच्छा प्रदर्शन करते रहे हैं। पिच से स्पिन गेंदबाजों को मदद मिलने की उम्मीद है और ऐसे में कुलदीप यादव, रविंद्र जडेजा और अक्षर पटेल का अंतिम एकादश में बने रहना तय है।: [782, 888, 951, 1146]
- oil-bottles-photo: [410, 1334, 776, 1575]
- zodiac-grid: [215, 2122, 1529, 2296]
